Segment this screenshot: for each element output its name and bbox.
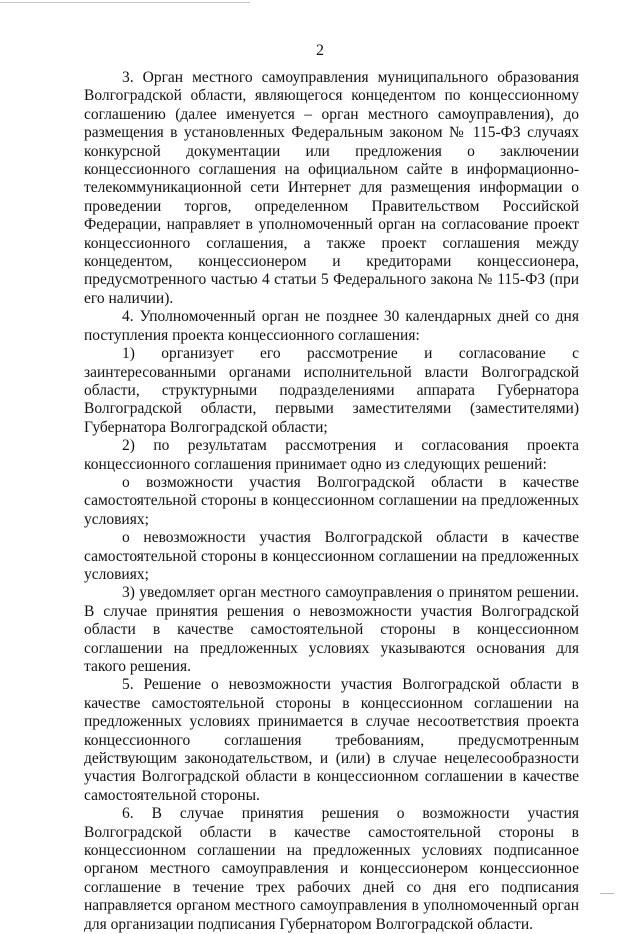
decision-option-possible: о возможности участия Волгоградской области в качестве самостоятельной стороны в концессионном соглашении на предложенных условиях; [84,473,579,528]
paragraph-3: 3. Орган местного самоуправления муниципального образования Волгоградской области, являющегося концедентом по концессионному соглашению (далее именуется – орган местного самоуправления), до размещения в установленных Федеральным законом № 115-ФЗ случаях конкурсной документации или предложения о заключении концессионного соглашения на официальном сайте в информационно-телекоммуникационной сети Интернет для размещения информации о проведении торгов, определенном Правительством Российской Федерации, направляет в уполномоченный орган на согласование проект концессионного соглашения, а также проект соглашения между концедентом, концессионером и кредиторами концессионера, предусмотренного частью 4 статьи 5 Федерального закона № 115-ФЗ (при его наличии). [84,69,579,307]
paragraph-6: 6. В случае принятия решения о возможности участия Волгоградской области в качестве самостоятельной стороны в концессионном соглашении на предложенных условиях подписанное органом местного самоуправления и концессионером концессионное соглашение в течение трех рабочих дней со дня его подписания направляется органом местного самоуправления в уполномоченный орган для организации подписания Губернатором Волгоградской области. [84,805,579,933]
paragraph-4: 4. Уполномоченный орган не позднее 30 календарных дней со дня поступления проекта концессионного соглашения: [84,308,579,344]
page-number: 2 [316,42,324,59]
paragraph-4-item-2: 2) по результатам рассмотрения и согласования проекта концессионного соглашения принимает одно из следующих решений: [84,437,579,473]
scan-edge-mark [600,893,614,894]
paragraph-5: 5. Решение о невозможности участия Волгоградской области в качестве самостоятельной стороны в концессионном соглашении на предложенных условиях принимается в случае несоответствия проекта концессионного соглашения требованиям, предусмотренным действующим законодательством, и (или) в случае нецелесообразности участия Волгоградской области в концессионном соглашении в качестве самостоятельной стороны. [84,676,579,804]
document-body [84,69,579,934]
top-edge-line [0,2,250,3]
paragraph-4-item-1: 1) организует его рассмотрение и согласование с заинтересованными органами исполнительной власти Волгоградской области, структурными подразделениями аппарата Губернатора Волгоградской области, первыми заместителями (заместителями) Губернатора Волгоградской области; [84,345,579,436]
decision-option-impossible: о невозможности участия Волгоградской области в качестве самостоятельной стороны в концессионном соглашении на предложенных условиях; [84,529,579,583]
paragraph-4-item-3: 3) уведомляет орган местного самоуправления о принятом решении. В случае принятия решения о невозможности участия Волгоградской области в качестве самостоятельной стороны в концессионном соглашении на предложенных условиях указываются основания для такого решения. [84,584,579,675]
